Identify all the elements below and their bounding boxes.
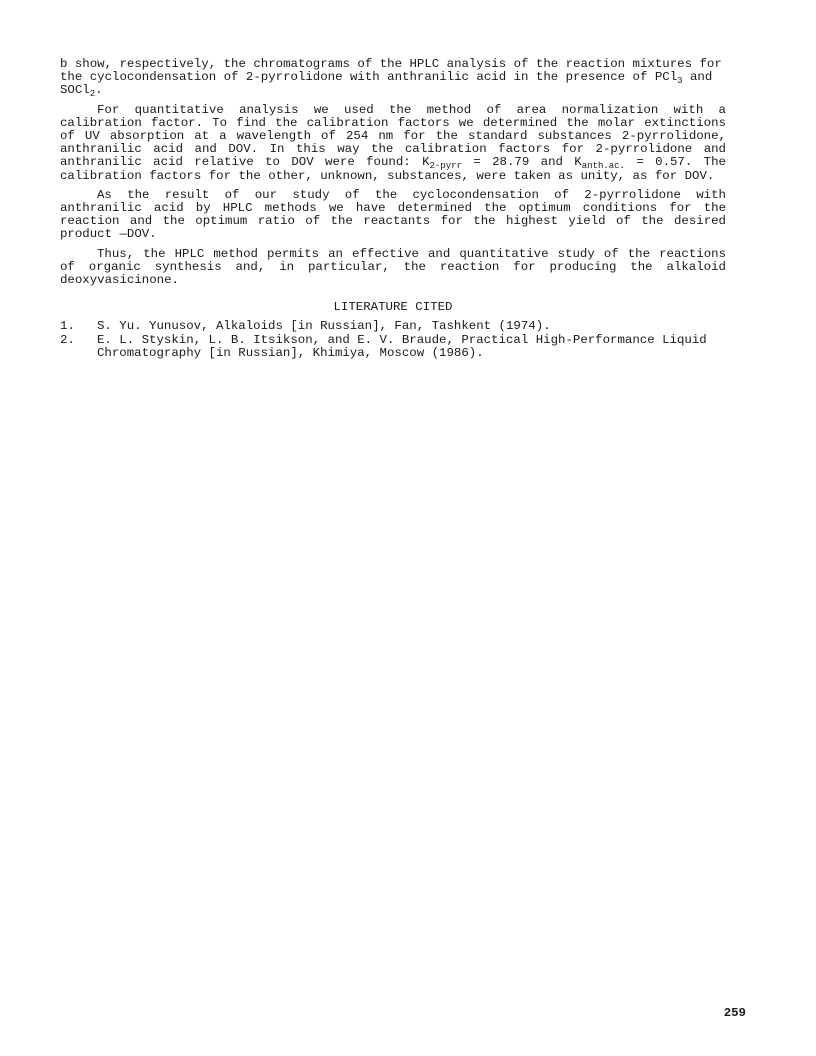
paragraph-3-text: As the result of our study of the cyclocondensation of 2-pyrrolidone with anthranilic acid by HPLC methods we have determined the optimum conditions for the reaction and the optimum ratio of the reactants for the highest yield of the desired product —DOV.: [60, 187, 726, 242]
subscript-3: 3: [677, 76, 683, 87]
paragraph-1-line-2: [60, 70, 726, 87]
subscript-k-anth: anth.ac.: [581, 161, 625, 172]
paragraph-4: [60, 248, 726, 288]
paragraph-1: [60, 58, 726, 98]
article-body: [60, 58, 726, 360]
paragraph-2: [60, 104, 726, 183]
para-2-text-b: = 28.79 and K: [461, 155, 582, 170]
para-2-text-a: For quantitative analysis we used the method of area normalization with a calibration factor. To find the calibration factors we determined the molar extinctions of UV absorption at a wavelength of 254 nm for the standard substances 2-pyrrolidone, anthranilic acid and DOV. In this way the calibration factors for 2-pyrrolidone and anthranilic acid relative to DOV were found: K: [60, 102, 726, 170]
page-number: 259: [723, 1006, 746, 1020]
subscript-2: 2: [89, 89, 96, 100]
reference-text: E. L. Styskin, L. B. Itsikson, and E. V. Braude, Practical High-Performance Liquid Chromatography [in Russian], Khimiya, Moscow (1986).: [97, 332, 707, 360]
paragraph-4-text: Thus, the HPLC method permits an effective and quantitative study of the reactions of organic synthesis and, in particular, the reaction for producing the alkaloid deoxyvasicinone.: [60, 246, 726, 288]
subscript-k-pyrr: 2-pyrr: [429, 161, 462, 172]
period: .: [95, 83, 103, 98]
line-2-text: the cyclocondensation of 2-pyrrolidone with anthranilic acid in the presence of PCl: [60, 70, 678, 85]
reference-item: [60, 320, 726, 333]
reference-item: [60, 334, 726, 360]
line-2-tail: and: [682, 70, 713, 85]
paragraph-3: [60, 189, 726, 242]
paragraph-2-text: [60, 104, 726, 183]
socl-text: SOCl: [60, 83, 90, 98]
paragraph-1-line-1: b show, respectively, the chromatograms of the HPLC analysis of the reaction mixtures for: [60, 57, 722, 71]
reference-number: 2.: [60, 332, 75, 347]
para-2-text-c: = 0.57. The calibration factors for the other, unknown, substances, were taken as unity, as for DOV.: [60, 155, 726, 183]
reference-text: S. Yu. Yunusov, Alkaloids [in Russian], Fan, Tashkent (1974).: [97, 319, 551, 334]
literature-cited-heading: LITERATURE CITED: [333, 300, 453, 315]
paragraph-1-line-3: [60, 83, 726, 100]
reference-list: [60, 320, 726, 360]
reference-number: 1.: [60, 319, 75, 334]
